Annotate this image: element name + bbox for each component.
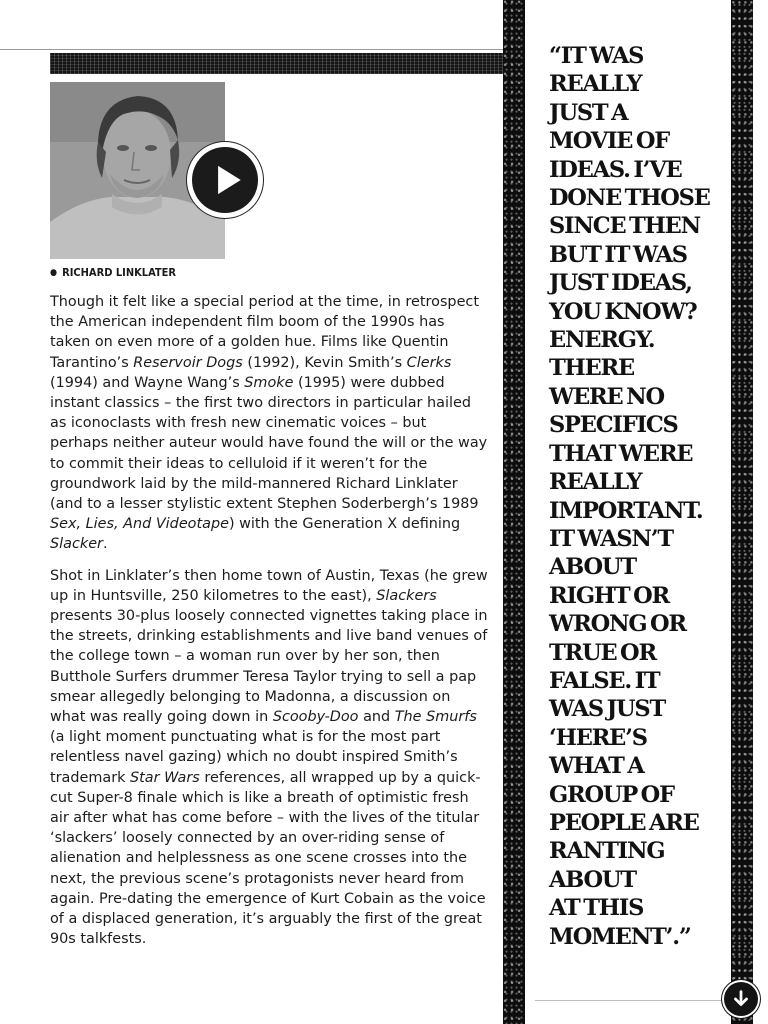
play-video-button[interactable] — [187, 142, 263, 218]
article-body — [50, 292, 488, 961]
text-run: (1995) were dubbed instant classics – the first two directors in particular hailed as iconoclasts with fresh new cinematic voices – but perhaps neither auteur would have found the will or the way to commit their ideas to celluloid if it weren’t for the groundwork laid by the mild-mannered Richard Linklater (and to a lesser stylistic extent Stephen Soderbergh’s 1989 — [50, 374, 488, 513]
text-run: (1992), Kevin Smith’s — [242, 354, 407, 371]
text-run: . — [102, 536, 108, 553]
play-icon — [211, 163, 245, 197]
pull-quote-line: ABOUT — [549, 866, 636, 893]
pull-quote-line: FALSE. IT — [549, 667, 660, 694]
pull-quote-line: MOMENT’.” — [549, 923, 691, 950]
pull-quote-line: “IT WAS — [549, 43, 644, 69]
pull-quote-line: JUST A — [549, 99, 628, 126]
italic-title: Slacker — [50, 536, 103, 553]
pull-quote-line: SPECIFICS — [549, 412, 678, 439]
text-run: (a light moment punctuating what is for the most part relentless navel gazing) which no doubt inspired Smith’s trademark — [50, 729, 458, 786]
pull-quote-line: JUST IDEAS, — [549, 270, 692, 297]
pull-quote-line: BUT IT WAS — [549, 241, 687, 268]
pull-quote-line: THERE — [549, 355, 634, 382]
pull-quote-line: IMPORTANT. — [549, 497, 703, 524]
text-run: and — [358, 709, 395, 726]
pull-quote-line: AT THIS — [549, 895, 644, 922]
italic-title: The Smurfs — [394, 709, 477, 726]
pull-quote-line: YOU KNOW? — [549, 298, 697, 325]
italic-title: Slackers — [376, 587, 437, 604]
text-run: Shot in Linklater’s then home town of Austin, Texas (he grew up in Huntsville, 250 kilometres to the east), — [50, 567, 488, 604]
pull-quote-line: RIGHT OR — [549, 582, 669, 609]
pull-quote-line: DONE THOSE — [549, 185, 710, 212]
pull-quote-line: ABOUT — [549, 554, 636, 581]
pull-quote-line: IDEAS. I’VE — [549, 156, 682, 183]
text-run: (1994) and Wayne Wang’s — [50, 374, 245, 391]
left-ink-stripe — [503, 0, 525, 1024]
text-run: presents 30-plus loosely connected vignettes taking place in the streets, drinking establishments and live band venues of the college town – a woman run over by her son, then Butthole Surfers drummer Teresa Taylor trying to sell a pap smear allegedly belonging to Madonna, a discussion on what was really going down in — [50, 608, 488, 726]
italic-title: Clerks — [406, 354, 452, 371]
pull-quote-line: ‘HERE’S — [549, 724, 647, 751]
pull-quote-line: TRUE OR — [549, 639, 656, 666]
text-run: references, all wrapped up by a quick-cut Super-8 finale which is like a breath of optimistic fresh air after what has come before – with the lives of the titular ‘slackers’ loosely connected by an over-riding sense of alienation and helplessness as one scene crosses into the next, the previous scene’s protagonists never heard from again. Pre-dating the emergence of Kurt Cobain as the voice of a displaced generation, it’s arguably the first of the great 90s talkfests. — [50, 769, 486, 948]
header-texture-bar — [50, 53, 510, 74]
text-run: ) with the Generation X defining — [228, 516, 461, 533]
pull-quote-line: WRONG OR — [549, 611, 686, 638]
pull-quote-line: REALLY — [549, 469, 642, 496]
pull-quote-line: MOVIE OF — [549, 128, 670, 155]
pull-quote-line: GROUP OF — [549, 781, 674, 808]
pull-quote-line: PEOPLE ARE — [549, 809, 699, 836]
italic-title: Star Wars — [130, 769, 200, 786]
italic-title: Scooby-Doo — [272, 709, 359, 726]
arrow-down-circle-icon — [730, 988, 752, 1010]
italic-title: Sex, Lies, And Videotape — [50, 516, 229, 533]
article-paragraph — [50, 292, 488, 555]
photo-caption — [50, 266, 176, 279]
caption-bullet: ● — [50, 268, 58, 278]
pull-quote-line: IT WASN’T — [549, 525, 673, 552]
pull-quote-line: REALLY — [549, 71, 642, 98]
right-ink-stripe — [731, 0, 753, 1024]
pull-quote-line: SINCE THEN — [549, 213, 700, 240]
pull-quote-line: WAS JUST — [549, 696, 666, 723]
italic-title: Reservoir Dogs — [133, 354, 243, 371]
pull-quote — [549, 42, 719, 951]
text-run: Though it felt like a special period at the time, in retrospect the American independent film boom of the 1990s has taken on even more of a golden hue. Films like Quentin Tarantino’s — [50, 294, 479, 371]
scroll-down-button[interactable] — [724, 982, 758, 1016]
pull-quote-line: RANTING — [549, 838, 665, 865]
pull-quote-line: ENERGY. — [549, 327, 655, 354]
article-paragraph — [50, 566, 488, 950]
italic-title: Smoke — [244, 374, 294, 391]
caption-text: RICHARD LINKLATER — [62, 266, 177, 279]
pull-quote-line: THAT WERE — [549, 440, 693, 467]
pull-quote-line: WERE NO — [549, 383, 664, 410]
pull-quote-line: WHAT A — [549, 753, 644, 780]
bottom-divider — [535, 1000, 725, 1001]
top-divider — [0, 49, 503, 50]
